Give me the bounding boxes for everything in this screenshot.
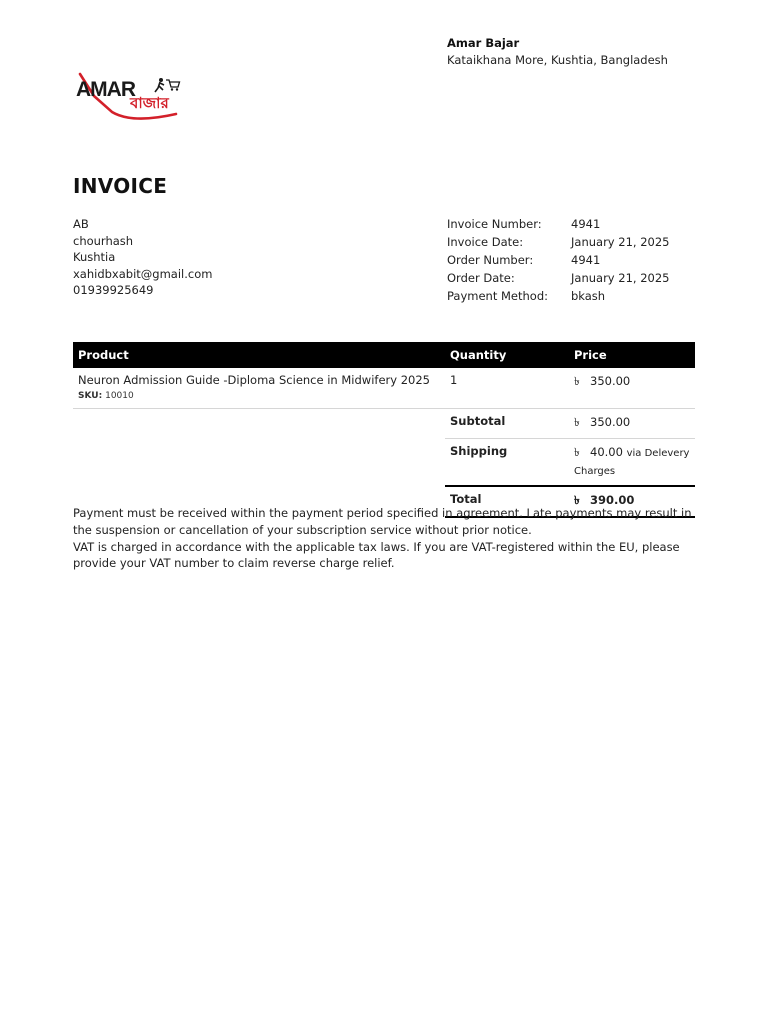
meta-label: Order Number: xyxy=(447,253,534,267)
meta-row xyxy=(447,289,669,307)
billing-address xyxy=(73,216,212,299)
shipping-cell xyxy=(569,439,695,487)
subtotal-cell xyxy=(569,409,695,439)
product-column-header: Product xyxy=(73,342,445,368)
price-column-header: Price xyxy=(569,342,695,368)
billing-address-line: chourhash xyxy=(73,233,134,248)
shop-name: Amar Bajar xyxy=(447,36,520,50)
logo-text-bangla: বাজার xyxy=(130,94,169,112)
meta-row xyxy=(447,271,669,289)
table-row xyxy=(73,368,695,409)
meta-label: Order Date: xyxy=(447,271,515,285)
payment-terms-note: Payment must be received within the payment period specified in agreement. Late payments may result in the suspension or cancellation of your subscription service without prior notice. xyxy=(73,506,692,537)
sku-value: 10010 xyxy=(105,391,134,401)
currency-symbol: ৳ xyxy=(574,374,580,388)
meta-row xyxy=(447,217,669,235)
meta-value: bkash xyxy=(571,289,606,303)
total-label: Total xyxy=(445,486,569,517)
billing-email: xahidbxabit@gmail.com xyxy=(73,266,213,281)
vat-note: VAT is charged in accordance with the applicable tax laws. If you are VAT-registered within the EU, please provide your VAT number to claim reverse charge relief. xyxy=(73,539,680,571)
invoice-title: INVOICE xyxy=(73,174,168,198)
meta-value: 4941 xyxy=(571,217,601,231)
price-value: 350.00 xyxy=(590,374,631,388)
product-name: Neuron Admission Guide -Diploma Science in Midwifery 2025 xyxy=(78,373,430,387)
shipping-value: 40.00 xyxy=(590,445,623,459)
runner-icon xyxy=(155,78,164,92)
total-value: 390.00 xyxy=(590,493,635,507)
currency-symbol: ৳ xyxy=(574,445,580,459)
cart-icon xyxy=(166,80,180,91)
quantity-cell: 1 xyxy=(445,368,569,409)
shop-logo xyxy=(72,66,192,126)
quantity-column-header: Quantity xyxy=(445,342,569,368)
order-meta xyxy=(447,217,669,307)
subtotal-row xyxy=(73,409,695,439)
shop-address: Kataikhana More, Kushtia, Bangladesh xyxy=(447,53,668,67)
product-cell xyxy=(73,368,445,409)
subtotal-label: Subtotal xyxy=(445,409,569,439)
shipping-method: via Delevery Charges xyxy=(574,448,690,477)
billing-phone: 01939925649 xyxy=(73,283,154,297)
meta-label: Payment Method: xyxy=(447,289,549,303)
meta-value: January 21, 2025 xyxy=(571,271,670,285)
meta-label: Invoice Number: xyxy=(447,217,542,231)
billing-city: Kushtia xyxy=(73,250,116,264)
price-cell xyxy=(569,368,695,409)
meta-value: 4941 xyxy=(571,253,601,267)
shipping-label: Shipping xyxy=(450,444,508,458)
meta-value: January 21, 2025 xyxy=(571,235,670,249)
logo-text-latin: AMAR xyxy=(76,78,135,101)
shipping-row xyxy=(73,439,695,487)
order-items-table xyxy=(73,342,695,518)
meta-row xyxy=(447,235,669,253)
meta-row xyxy=(447,253,669,271)
sku-label: SKU: xyxy=(78,391,103,401)
billing-name: AB xyxy=(73,217,89,231)
currency-symbol: ৳ xyxy=(574,415,580,429)
table-header-row xyxy=(73,342,695,368)
meta-label: Invoice Date: xyxy=(447,235,524,249)
subtotal-value: 350.00 xyxy=(590,415,631,429)
invoice-notes xyxy=(73,505,698,572)
currency-symbol: ৳ xyxy=(574,493,580,507)
product-sku xyxy=(78,391,440,401)
